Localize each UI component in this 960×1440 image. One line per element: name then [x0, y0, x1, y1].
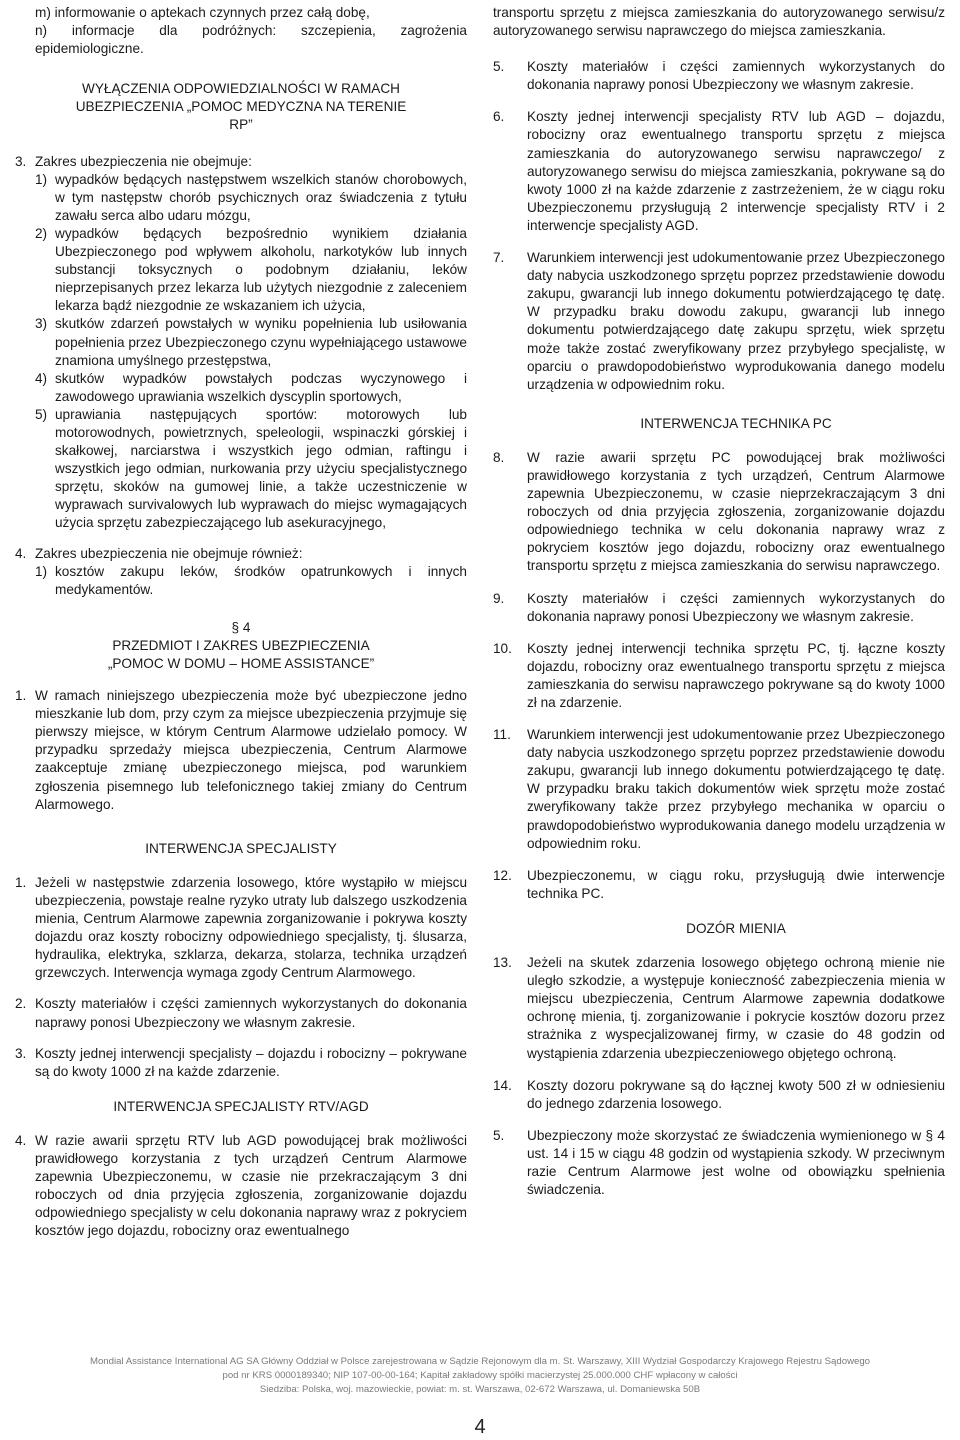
paragraph-8: [493, 449, 945, 576]
item-text: skutków zdarzeń powstałych w wyniku popełnienia lub usiłowania popełnienia przez Ubezpieczonego czynu wypełniającego ustawowe znamiona umyślnego przestępstwa,: [55, 316, 467, 368]
paragraph-number: 4.: [15, 545, 27, 561]
paragraph-number: 7.: [493, 250, 505, 266]
paragraph-number: 10.: [493, 640, 512, 656]
pc-heading: INTERWENCJA TECHNIKA PC: [640, 415, 832, 431]
section-number: § 4: [231, 619, 251, 635]
item-number: 2): [35, 225, 48, 241]
item-number: 3): [35, 316, 48, 332]
paragraph-11: [493, 726, 945, 853]
list-item: [35, 171, 467, 225]
footer-line: Mondial Assistance International AG SA Główny Oddział w Polsce zarejestrowana w Sądzie Rejonowym dla m. St. Warszawy, XIII Wydział Gospodarczy Krajowego Rejestru Sądowego: [89, 1356, 871, 1367]
paragraph-text: Koszty materiałów i części zamiennych wykorzystanych do dokonania naprawy ponosi Ubezpieczony we własnym zakresie.: [527, 590, 945, 624]
paragraph-number: 14.: [493, 1077, 512, 1093]
paragraph-number: 4.: [15, 1132, 27, 1148]
paragraph-text: Koszty jednej interwencji technika sprzętu PC, tj. łączne koszty dojazdu, robocizny oraz ewentualnego transportu sprzętu z miejsca zamieszkania do serwisu naprawczego pokrywane są do kwoty 1000 zł na zdarzenie.: [527, 640, 945, 710]
paragraph-text: Jeżeli w następstwie zdarzenia losowego, które wystąpiło w miejscu ubezpieczenia, powstaje realne ryzyko utraty lub dalszego uszkodzenia mienia, Centrum Alarmowe zapewnia zorganizowanie i pokrywa koszty dojazdu oraz koszty robocizny odpowiedniego specjalisty, tj. ślusarza, hydraulika, elektryka, szklarza, dekarza, stolarza, technika urządzeń grzewczych. Interwencja wymaga zgody Centrum Alarmowego.: [35, 874, 467, 981]
paragraph-text: Koszty materiałów i części zamiennych wykorzystanych do dokonania naprawy ponosi Ubezpieczony we własnym zakresie.: [35, 996, 467, 1030]
paragraph-text: Koszty jednej interwencji specjalisty – dojazdu i robocizny – pokrywane są do kwoty 1000 zł na każde zdarzenie.: [35, 1045, 467, 1079]
paragraph-text: W ramach niniejszego ubezpieczenia może być ubezpieczone jedno mieszkanie lub dom, przy czym za miejsce ubezpieczenia przyjmuje się pierwszy miejsce, w którym Centrum Alarmowe udzielało pomocy. W przypadku sprzedaży miejsca ubezpieczenia, Centrum Alarmowe zaakceptuje zmianę ubezpieczonego miejsca, pod warunkiem zgłoszenia pisemnego lub telefonicznego takiej zmiany do Centrum Alarmowego.: [35, 688, 467, 812]
paragraph-text: Koszty materiałów i części zamiennych wykorzystanych do dokonania naprawy ponosi Ubezpieczony we własnym zakresie.: [527, 59, 945, 93]
item-number: 5): [35, 406, 48, 422]
paragraph-7: [493, 249, 945, 394]
guard-heading: DOZÓR MIENIA: [686, 920, 786, 936]
paragraph-15: [493, 1127, 945, 1199]
specialist-paragraph-1: [15, 874, 467, 983]
paragraph-5: [493, 58, 945, 94]
paragraph-text: Warunkiem interwencji jest udokumentowanie przez Ubezpieczonego daty nabycia uszkodzonego sprzętu poprzez przedstawienie dowodu zakupu, gwarancji lub innego dokumentu potwierdzającego tę datę. W przypadku braku takich dokumentów wiek sprzętu może zostać zweryfikowany także przez przybyłego mechanika w oparciu o prawdopodobieństwo wyprodukowania danego modelu urządzenia w odpowiednim roku.: [527, 727, 945, 851]
item-text: wypadków będących następstwem wszelkich stanów chorobowych, w tym następstw chorób psychicznych oraz świadczenia z tytułu zawału serca albo udaru mózgu,: [55, 171, 467, 223]
paragraph-number: 11.: [493, 727, 511, 743]
paragraph-number: 1.: [15, 688, 27, 704]
paragraph-6: [493, 108, 945, 235]
paragraph-number: 9.: [493, 590, 505, 606]
paragraph-13: [493, 954, 945, 1063]
item-text: skutków wypadków powstałych podczas wyczynowego i zawodowego uprawiania wszelkich dyscyplin sportowych,: [55, 370, 467, 404]
paragraph-text: Jeżeli na skutek zdarzenia losowego objętego ochroną mienie nie uległo szkodzie, a występuje konieczność zabezpieczenia mienia w miejscu ubezpieczenia, Centrum Alarmowe zapewnia dodatkowe ochronę mienia, tj. zorganizowanie i pokrycie kosztów dozoru przez strażnika z wyspecjalizowanej firmy, w czasie do 48 godzin od wystąpienia zdarzenia ubezpieczeniowego objętego ochroną.: [527, 955, 945, 1061]
paragraph-number: 12.: [493, 867, 512, 883]
exclusions-heading: WYŁĄCZENIA ODPOWIEDZIALNOŚCI W RAMACH UBEZPIECZENIA „POMOC MEDYCZNA NA TERENIE RP”: [75, 81, 407, 133]
paragraph-text: Ubezpieczonemu, w ciągu roku, przysługują dwie interwencje technika PC.: [527, 867, 945, 901]
list-item: [35, 315, 467, 369]
right-column: [493, 4, 945, 1199]
item-number: 1): [35, 563, 48, 579]
paragraph-text: Warunkiem interwencji jest udokumentowanie przez Ubezpieczonego daty nabycia uszkodzonego sprzętu poprzez przedstawienie dowodu zakupu, gwarancji lub innego dokumentu potwierdzającego tę datę. W przypadku braku dowodu zakupu, gwarancji lub innego dokumentu potwierdzającego datę zakupu sprzętu, wiek sprzętu może także zostać zweryfikowany przez przybyłego specjalistę, w oparciu o prawdopodobieństwo wyprodukowania danego modelu urządzenia w odpowiednim roku.: [527, 250, 945, 392]
list-item: [35, 563, 467, 599]
paragraph-number: 6.: [493, 109, 505, 125]
paragraph-text: W razie awarii sprzętu RTV lub AGD powodującej brak możliwości prawidłowego korzystania z tych urządzeń Centrum Alarmowe zapewnia Ubezpieczonemu, w czasie nie przekraczającym 3 dni roboczych od dnia przyjęcia zgłoszenia, zorganizowanie dojazdu odpowiedniego specjalisty w celu dokonania naprawy wraz z pokryciem kosztów jego dojazdu, robocizny oraz ewentualnego: [35, 1132, 467, 1239]
section-subtitle: „POMOC W DOMU – HOME ASSISTANCE”: [107, 656, 375, 671]
specialist-paragraph-4: [15, 1132, 467, 1241]
list-item: [35, 370, 467, 406]
section4-paragraph-1: [15, 687, 467, 814]
paragraph-number: 5.: [493, 1127, 505, 1143]
paragraph-number: 1.: [15, 874, 27, 890]
paragraph-10: [493, 640, 945, 712]
paragraph-intro: Zakres ubezpieczenia nie obejmuje:: [35, 153, 252, 169]
paragraph-9: [493, 590, 945, 626]
paragraph-number: 3.: [15, 1045, 27, 1061]
paragraph-text: Koszty jednej interwencji specjalisty RTV lub AGD – dojazdu, robocizny oraz ewentualnego transportu sprzętu z miejsca zamieszkania do autoryzowanego serwisu naprawczego/ z autoryzowanego serwisu do miejsca zamieszkania, pokrywane są do kwoty 1000 zł na każde zdarzenie z zastrzeżeniem, że w ciągu roku Ubezpieczonemu przysługują 2 interwencje specjalisty RTV i 2 interwencje specjalisty AGD.: [527, 109, 945, 233]
left-column: [15, 4, 467, 1240]
list-item: m) informowanie o aptekach czynnych przez całą dobę,: [35, 5, 370, 20]
item-number: 1): [35, 171, 48, 187]
paragraph-text: Ubezpieczony może skorzystać ze świadczenia wymienionego w § 4 ust. 14 i 15 w ciągu 48 godzin od wystąpienia szkody. W przeciwnym razie Centrum Alarmowe jest wolne od obowiązku spełnienia świadczenia.: [527, 1127, 945, 1198]
paragraph-number: 13.: [493, 955, 512, 971]
footer-line: Siedziba: Polska, woj. mazowieckie, powiat: m. st. Warszawa, 02-672 Warszawa, ul. Domaniewska 50B: [259, 1384, 701, 1395]
list-item: n) informacje dla podróżnych: szczepienia, zagrożenia epidemiologiczne.: [35, 23, 467, 57]
list-item: [35, 406, 467, 533]
paragraph-text: W razie awarii sprzętu PC powodującej brak możliwości prawidłowego korzystania z tych urządzeń, Centrum Alarmowe zapewnia Ubezpieczonemu, w czasie nieprzekraczającym 3 dni roboczych od dnia przyjęcia zgłoszenia, zorganizowanie dojazdu odpowiedniego technika w celu dokonania naprawy wraz z pokryciem kosztów jego dojazdu, robocizny oraz ewentualnego transportu sprzętu z miejsca zamieszkania do serwisu naprawczego.: [527, 449, 945, 574]
page-number: 4: [474, 1416, 486, 1438]
item-number: 4): [35, 370, 48, 386]
paragraph-intro: Zakres ubezpieczenia nie obejmuje również:: [35, 545, 303, 561]
paragraph-number: 5.: [493, 59, 505, 75]
company-footer: [0, 1355, 960, 1397]
paragraph-12: [493, 867, 945, 903]
item-text: kosztów zakupu leków, środków opatrunkowych i innych medykamentów.: [55, 563, 467, 597]
item-text: uprawiania następujących sportów: motorowych lub motorowodnych, powietrznych, speleologii, wspinaczki górskiej i skałkowej, narciarstwa i wszystkich jego odmian, raftingu i wszystkich jego odmian, nurkowania przy użyciu specjalistycznego sprzętu, skoków na gumowej linie, a także uczestniczenie w wyprawach survivalowych lub wyprawach do miejsc wymagających użycia sprzętu zabezpieczającego lub asekuracyjnego,: [55, 406, 467, 531]
section-title: PRZEDMIOT I ZAKRES UBEZPIECZENIA: [112, 637, 370, 653]
paragraph-14: [493, 1077, 945, 1113]
paragraph-text: Koszty dozoru pokrywane są do łącznej kwoty 500 zł w odniesieniu do jednego zdarzenia losowego.: [527, 1077, 945, 1111]
paragraph-3: [15, 153, 467, 533]
rtv-heading: INTERWENCJA SPECJALISTY RTV/AGD: [113, 1098, 369, 1114]
list-item: [35, 225, 467, 315]
paragraph-4: [15, 545, 467, 599]
item-text: wypadków będących bezpośrednio wynikiem działania Ubezpieczonego pod wpływem alkoholu, narkotyków lub innych substancji toksycznych o podobnym działaniu, leków nieprzepisanych przez lekarza lub użytych niezgodnie z zaleceniem lekarza bądź niezgodnie ze wskazaniem ich użycia,: [55, 225, 467, 314]
continued-text: transportu sprzętu z miejsca zamieszkania do autoryzowanego serwisu/z autoryzowanego serwisu naprawczego do miejsca zamieszkania.: [493, 5, 945, 39]
paragraph-number: 2.: [15, 996, 27, 1012]
specialist-paragraph-3: [15, 1045, 467, 1081]
specialist-heading: INTERWENCJA SPECJALISTY: [145, 840, 337, 856]
paragraph-number: 3.: [15, 153, 27, 169]
specialist-paragraph-2: [15, 995, 467, 1031]
paragraph-number: 8.: [493, 449, 505, 465]
footer-line: pod nr KRS 0000189340; NIP 107-00-00-164; Kapitał zakładowy spółki macierzystej 25.000.000 CHF wpłacony w całości: [222, 1370, 738, 1381]
